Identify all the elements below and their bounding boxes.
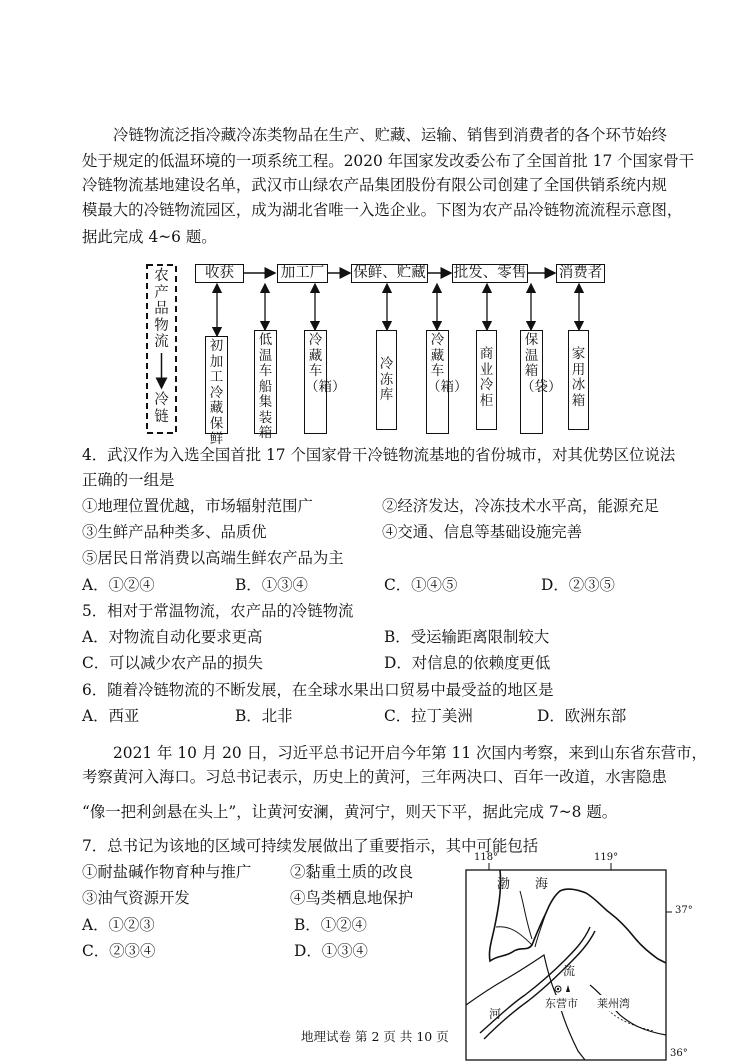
q4-option-a[interactable]: A．①②④: [82, 576, 155, 594]
intro1-line-3: 冷链物流基地建设名单，武汉市山绿农产品集团股份有限公司创建了全国供销系统内规: [82, 176, 667, 194]
delta-map-graphic: [440, 855, 675, 1062]
stage-harvest: 收获: [195, 264, 244, 283]
map-sea-label-1: 渤: [497, 877, 511, 892]
map-lon-118: 118°: [474, 852, 499, 863]
q6-option-c[interactable]: C．拉丁美洲: [384, 707, 473, 725]
q6-option-a[interactable]: A．西亚: [82, 707, 140, 725]
map-river-label-1: 流: [563, 964, 576, 978]
q4-statement-5: ⑤居民日常消费以高端生鲜农产品为主: [82, 549, 344, 567]
map-river-label-2: 河: [489, 1007, 502, 1021]
map-sea-label-2: 海: [535, 877, 549, 892]
q7-option-c[interactable]: C．②③④: [82, 942, 156, 960]
q5-stem: 5．相对于常温物流，农产品的冷链物流: [82, 602, 354, 620]
q7-statement-3: ③油气资源开发: [82, 889, 190, 907]
q4-option-b[interactable]: B．①③④: [235, 576, 308, 594]
q7-option-d[interactable]: D．①③④: [294, 942, 368, 960]
map-lat-37: 37°: [675, 905, 693, 916]
intro2-line-1: 2021 年 10 月 20 日，习近平总书记开启今年第 11 次国内考察，来到山东省东营市，: [113, 744, 707, 762]
facility-commercial-freezer: 商业冷柜: [476, 330, 497, 430]
intro1-line-4: 模最大的冷链物流园区，成为湖北省唯一入选企业。下图为农产品冷链物流流程示意图，: [82, 201, 683, 219]
page-footer: 地理试卷 第 2 页 共 10 页: [301, 1029, 449, 1044]
intro1-line-1: 冷链物流泛指冷藏冷冻类物品在生产、贮藏、运输、销售到消费者的各个环节始终: [113, 126, 668, 144]
q4-statement-2: ②经济发达，冷冻技术水平高，能源充足: [382, 497, 660, 515]
q5-option-c[interactable]: C．可以减少农产品的损失: [82, 654, 264, 672]
q4-option-c[interactable]: C．①④⑤: [384, 576, 458, 594]
q6-stem: 6．随着冷链物流的不断发展，在全球水果出口贸易中最受益的地区是: [82, 681, 554, 699]
q4-statement-3: ③生鲜产品种类多、品质优: [82, 523, 267, 541]
facility-refrigerated-truck-2: 冷藏车（箱）: [426, 330, 449, 434]
q4-statement-1: ①地理位置优越，市场辐射范围广: [82, 497, 313, 515]
intro1-line-2: 处于规定的低温环境的一项系统工程。2020 年国家发改委公布了全国首批 17 个国家骨干: [82, 152, 695, 170]
map-city-label: 东营市: [545, 997, 578, 1010]
q4-stem-line-1: 4．武汉作为入选全国首批 17 个国家骨干冷链物流基地的省份城市，对其优势区位说法: [82, 446, 676, 464]
map-lat-36: 36°: [670, 1048, 688, 1059]
flowchart-side-label-top: 农产品物流: [154, 268, 169, 350]
facility-initial-cold-storage: 初加工冷藏保鲜: [205, 336, 228, 434]
facility-insulated-box: 保温箱（袋）: [520, 330, 543, 434]
q7-statement-1: ①耐盐碱作物育种与推广: [82, 863, 252, 881]
q7-statement-4: ④鸟类栖息地保护: [290, 889, 414, 907]
map-lon-119: 119°: [594, 852, 619, 863]
q7-stem: 7．总书记为该地的区域可持续发展做出了重要指示，其中可能包括: [82, 837, 539, 855]
stage-consumer: 消费者: [556, 264, 605, 283]
facility-refrigerated-vehicle-container: 低温车船集装箱: [254, 330, 277, 434]
q5-option-d[interactable]: D．对信息的依赖度更低: [384, 654, 551, 672]
intro2-line-3: “像一把利剑悬在头上”，让黄河安澜，黄河宁，则天下平，据此完成 7~8 题。: [82, 803, 618, 821]
intro1-line-5: 据此完成 4~6 题。: [82, 228, 217, 246]
stage-preservation-storage: 保鲜、贮藏: [351, 264, 428, 283]
q6-option-d[interactable]: D．欧洲东部: [537, 707, 627, 725]
facility-refrigerated-truck-1: 冷藏车（箱）: [304, 330, 327, 434]
stage-processing-plant: 加工厂: [277, 264, 328, 283]
q7-statement-2: ②黏重土质的改良: [290, 863, 414, 881]
q4-stem-line-2: 正确的一组是: [82, 471, 175, 489]
facility-freezer-warehouse: 冷冻库: [376, 330, 397, 430]
q7-option-a[interactable]: A．①②③: [82, 916, 155, 934]
q5-option-a[interactable]: A．对物流自动化要求更高: [82, 628, 263, 646]
q4-statement-4: ④交通、信息等基础设施完善: [382, 523, 583, 541]
intro2-line-2: 考察黄河入海口。习总书记表示，历史上的黄河，三年两决口、百年一改道，水害隐患: [82, 768, 667, 786]
q7-option-b[interactable]: B．①②④: [294, 916, 367, 934]
flowchart-side-label-bottom: 冷链: [154, 392, 169, 425]
q4-option-d[interactable]: D．②③⑤: [541, 576, 615, 594]
map-bay-label: 莱州湾: [597, 997, 630, 1010]
facility-household-fridge: 家用冰箱: [568, 330, 589, 430]
stage-wholesale-retail: 批发、零售: [453, 265, 527, 281]
q6-option-b[interactable]: B．北非: [235, 707, 293, 725]
q5-option-b[interactable]: B．受运输距离限制较大: [384, 628, 550, 646]
